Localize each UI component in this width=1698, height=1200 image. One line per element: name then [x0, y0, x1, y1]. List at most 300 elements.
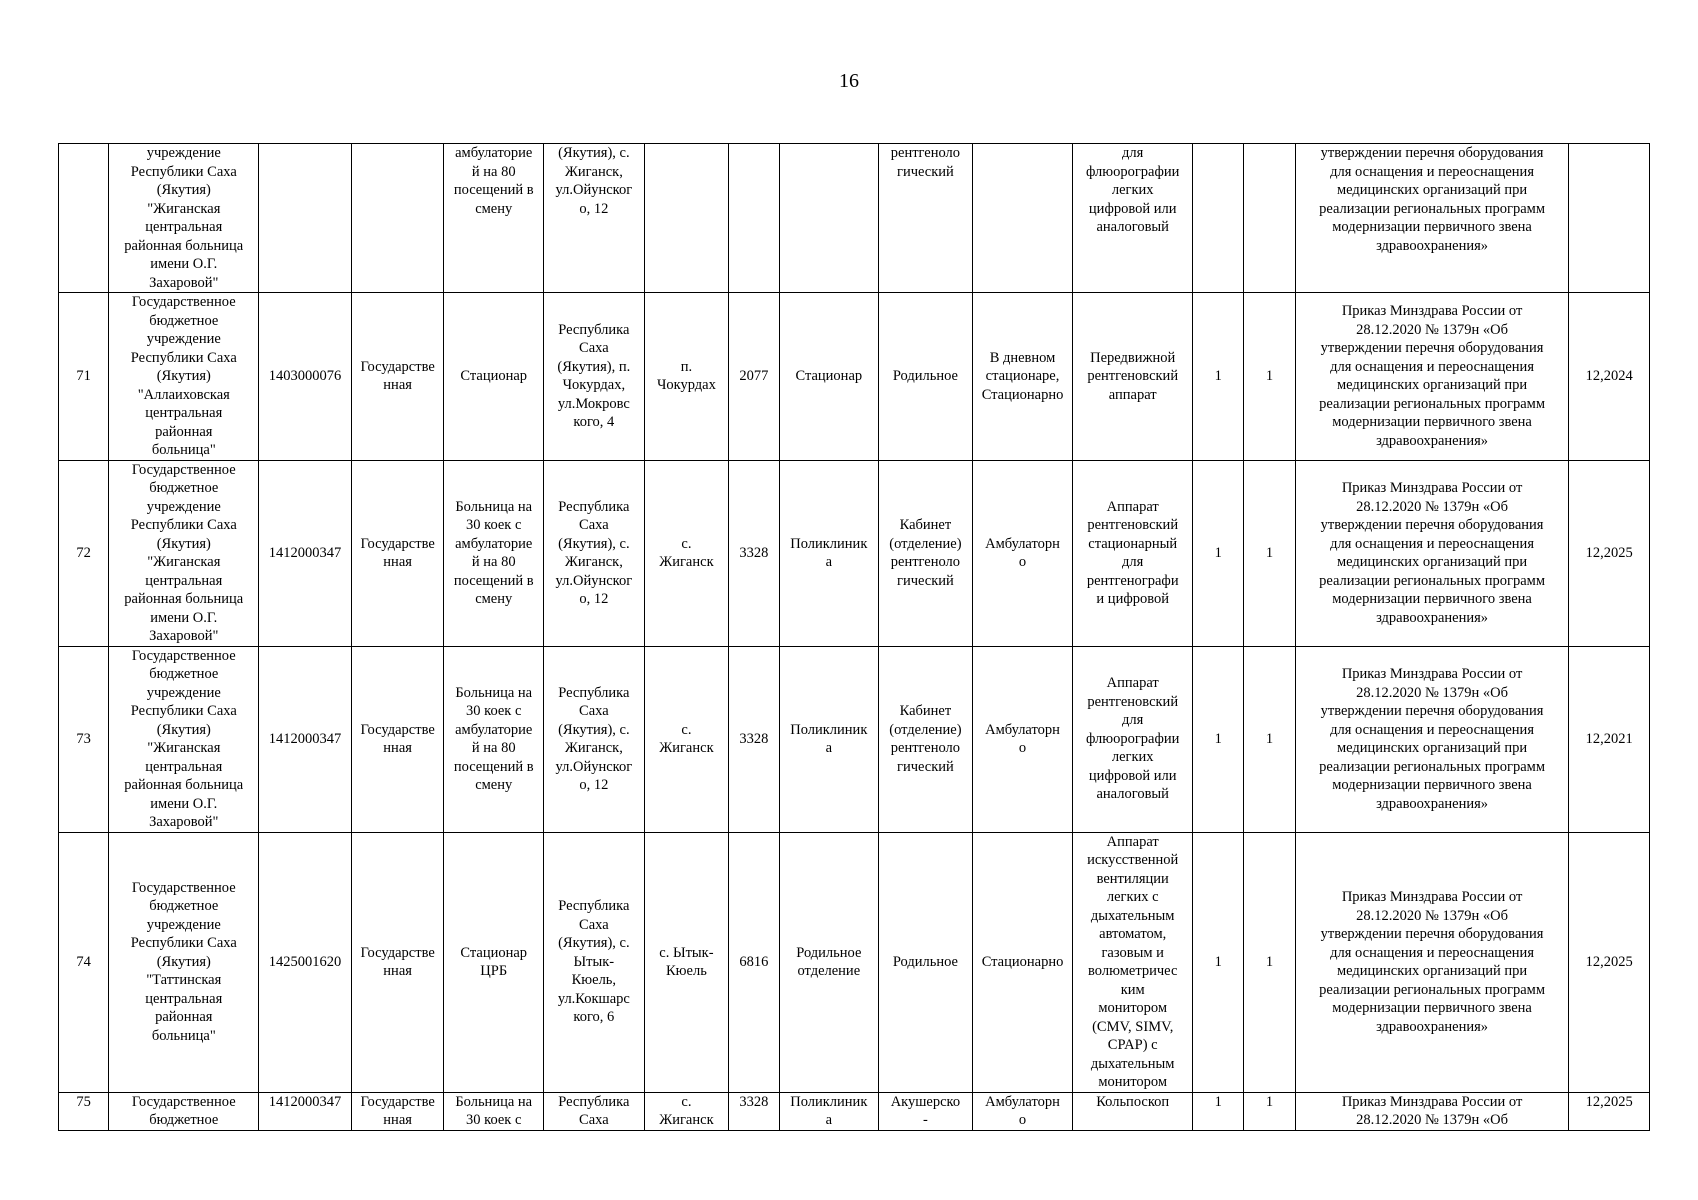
- cell-line: нная: [383, 1112, 412, 1128]
- cell-line: 30 коек с: [466, 517, 522, 533]
- cell-population: [729, 832, 779, 1092]
- cell-line: о: [1018, 554, 1027, 570]
- cell-line: учреждение: [146, 916, 221, 933]
- cell-line: Родильное: [796, 944, 862, 961]
- cell-line: Приказ Минздрава России от: [1341, 666, 1523, 682]
- cell-line: й на 80: [471, 163, 516, 180]
- cell-line: Республики Саха: [130, 703, 237, 719]
- cell-line: медицинских организаций при: [1336, 377, 1528, 394]
- cell-line: Аппарат: [1106, 833, 1159, 850]
- cell-line: Государственное: [131, 294, 236, 310]
- cell-equipment: [1073, 144, 1193, 293]
- cell-line: амбулаторие: [455, 721, 533, 738]
- cell-quantity-1: [1193, 646, 1244, 832]
- cell-facility-type: [444, 144, 544, 293]
- cell-value: 75: [76, 1093, 91, 1110]
- cell-division: [779, 646, 879, 832]
- cell-line: цифровой или: [1088, 767, 1177, 784]
- cell-line: рентгеновский: [1087, 368, 1179, 384]
- cell-line: Поликлиник: [790, 721, 868, 738]
- cell-value: 12,2025: [1585, 544, 1633, 561]
- cell-line: для: [1122, 145, 1144, 161]
- cell-line: реализации региональных программ: [1319, 200, 1546, 217]
- cell-line: медицинских организаций при: [1336, 963, 1528, 979]
- cell-line: -: [922, 1112, 928, 1128]
- cell-line: медицинских организаций при: [1336, 554, 1528, 570]
- cell-organization: [109, 293, 259, 461]
- cell-line: гический: [897, 163, 954, 180]
- cell-line: реализации региональных программ: [1319, 758, 1546, 775]
- cell-population: [729, 646, 779, 832]
- cell-line: Саха: [579, 340, 609, 357]
- cell-line: гический: [897, 758, 954, 775]
- cell-line: районная больница: [124, 237, 244, 254]
- cell-care-conditions: [972, 460, 1073, 646]
- cell-line: медицинских организаций при: [1336, 740, 1528, 756]
- cell-organization: [109, 832, 259, 1092]
- cell-line: центральная: [145, 990, 223, 1007]
- cell-line: Жиганск,: [564, 740, 623, 756]
- cell-quantity-2: [1244, 293, 1295, 461]
- cell-organization: [109, 646, 259, 832]
- cell-line: Больница на: [455, 684, 533, 701]
- cell-value: 12,2024: [1585, 368, 1633, 384]
- cell-quantity-2: [1244, 646, 1295, 832]
- cell-value: 1412000347: [268, 730, 342, 747]
- cell-value: 74: [76, 953, 91, 970]
- cell-value: 1: [1265, 544, 1274, 561]
- cell-line: Республика: [558, 898, 630, 915]
- cell-line: для оснащения и переоснащения: [1330, 721, 1534, 738]
- cell-quantity-2: [1244, 832, 1295, 1092]
- cell-line: "Жиганская: [147, 554, 221, 570]
- cell-value: 1: [1214, 730, 1222, 747]
- cell-settlement: [644, 144, 729, 293]
- cell-line: Приказ Минздрава России от: [1341, 303, 1523, 320]
- cell-line: нная: [383, 554, 412, 570]
- cell-division: [779, 144, 879, 293]
- cell-inn: [259, 832, 352, 1092]
- cell-value: 3328: [739, 544, 769, 561]
- cell-care-conditions: [972, 832, 1073, 1092]
- cell-line: вентиляции: [1096, 870, 1169, 887]
- cell-line: волюметричес: [1088, 963, 1178, 979]
- cell-line: бюджетное: [149, 312, 219, 329]
- cell-address: [544, 1092, 645, 1130]
- cell-line: отделение: [797, 963, 861, 979]
- cell-line: 28.12.2020 № 1379н «Об: [1356, 1112, 1508, 1128]
- cell-legal-basis: [1295, 832, 1569, 1092]
- cell-line: Жиганск,: [564, 163, 623, 180]
- cell-row-number: [59, 460, 109, 646]
- cell-care-conditions: [972, 293, 1073, 461]
- cell-line: модернизации первичного звена: [1332, 777, 1532, 793]
- cell-line: здравоохранения»: [1376, 1018, 1489, 1035]
- cell-equipment: [1073, 460, 1193, 646]
- cell-line: Стационарно: [981, 386, 1064, 403]
- cell-line: Государстве: [360, 721, 435, 738]
- cell-line: Приказ Минздрава России от: [1341, 1093, 1523, 1110]
- cell-line: Захаровой": [149, 814, 219, 830]
- cell-department: [879, 144, 973, 293]
- cell-line: "Аллаиховская: [137, 386, 230, 403]
- cell-line: нная: [383, 377, 412, 394]
- cell-care-conditions: [972, 144, 1073, 293]
- equipment-table: [58, 143, 1650, 1131]
- cell-line: ул.Кокшарс: [557, 990, 630, 1007]
- cell-line: о, 12: [579, 200, 609, 217]
- page-number: 16: [839, 70, 859, 92]
- cell-line: для оснащения и переоснащения: [1330, 163, 1534, 180]
- cell-line: Жиганск: [659, 554, 714, 570]
- cell-line: Акушерско: [890, 1093, 961, 1110]
- cell-population: [729, 1092, 779, 1130]
- cell-line: ким: [1120, 981, 1145, 998]
- cell-line: реализации региональных программ: [1319, 572, 1546, 589]
- cell-line: ул.Ойунског: [555, 758, 633, 775]
- cell-line: Кюель: [666, 963, 707, 979]
- cell-line: Республики Саха: [130, 349, 237, 366]
- table-row: [59, 832, 1650, 1092]
- cell-line: учреждение: [146, 145, 221, 161]
- cell-line: автоматом,: [1099, 926, 1167, 942]
- cell-facility-type: [444, 646, 544, 832]
- cell-department: [879, 646, 973, 832]
- cell-line: районная: [155, 423, 213, 440]
- cell-line: больница": [151, 1027, 216, 1044]
- cell-line: "Жиганская: [147, 740, 221, 756]
- cell-line: (Якутия), с.: [558, 535, 630, 552]
- cell-department: [879, 1092, 973, 1130]
- cell-line: рентгеновский: [1087, 693, 1179, 710]
- cell-line: Поликлиник: [790, 535, 868, 552]
- cell-line: Амбулаторн: [985, 535, 1060, 552]
- cell-line: модернизации первичного звена: [1332, 219, 1532, 235]
- cell-facility-type: [444, 293, 544, 461]
- cell-division: [779, 293, 879, 461]
- cell-line: флюорографии: [1086, 163, 1180, 180]
- cell-equipment: [1073, 646, 1193, 832]
- cell-line: для оснащения и переоснащения: [1330, 535, 1534, 552]
- cell-value: 1: [1214, 1093, 1222, 1110]
- cell-value: 6816: [739, 953, 769, 970]
- cell-line: Стационар: [795, 368, 863, 384]
- cell-inn: [259, 293, 352, 461]
- cell-line: о, 12: [579, 777, 609, 793]
- cell-date: [1569, 293, 1650, 461]
- cell-line: ул.Ойунског: [555, 572, 633, 589]
- cell-ownership-form: [351, 832, 444, 1092]
- cell-line: флюорографии: [1086, 730, 1180, 747]
- cell-legal-basis: [1295, 646, 1569, 832]
- cell-population: [729, 144, 779, 293]
- cell-line: Стационар: [460, 368, 528, 384]
- cell-line: утверждении перечня оборудования: [1320, 703, 1544, 719]
- cell-line: 30 коек с: [466, 703, 522, 719]
- cell-line: здравоохранения»: [1376, 795, 1489, 812]
- cell-line: (Якутия): [156, 535, 211, 552]
- cell-division: [779, 1092, 879, 1130]
- cell-care-conditions: [972, 1092, 1073, 1130]
- cell-line: (отделение): [889, 535, 962, 552]
- cell-line: Кольпоскоп: [1096, 1093, 1170, 1110]
- cell-line: й на 80: [471, 554, 516, 570]
- cell-address: [544, 293, 645, 461]
- cell-line: нная: [383, 963, 412, 979]
- cell-value: 72: [76, 544, 91, 561]
- cell-line: CPAP) с: [1107, 1037, 1158, 1053]
- cell-line: (отделение): [889, 721, 962, 738]
- cell-line: легких с: [1106, 889, 1159, 905]
- cell-line: 28.12.2020 № 1379н «Об: [1356, 907, 1508, 924]
- cell-line: (Якутия), с.: [558, 935, 630, 952]
- cell-line: ул.Мокровс: [557, 395, 630, 412]
- cell-address: [544, 832, 645, 1092]
- cell-line: монитором: [1098, 1074, 1168, 1090]
- cell-quantity-1: [1193, 832, 1244, 1092]
- cell-address: [544, 646, 645, 832]
- cell-line: Больница на: [455, 1093, 533, 1110]
- cell-department: [879, 832, 973, 1092]
- cell-line: дыхательным: [1090, 907, 1175, 924]
- cell-line: Республика: [558, 498, 630, 515]
- cell-line: Республика: [558, 321, 630, 338]
- cell-line: бюджетное: [149, 1112, 219, 1128]
- cell-line: аналоговый: [1096, 219, 1169, 235]
- cell-line: имени О.Г.: [150, 795, 218, 812]
- cell-legal-basis: [1295, 1092, 1569, 1130]
- cell-inn: [259, 646, 352, 832]
- cell-line: посещений в: [453, 182, 534, 198]
- cell-line: амбулаторие: [455, 535, 533, 552]
- table-row: [59, 144, 1650, 293]
- cell-value: 1: [1265, 368, 1274, 384]
- cell-line: Амбулаторн: [985, 721, 1060, 738]
- cell-line: районная больница: [124, 777, 244, 793]
- cell-line: для оснащения и переоснащения: [1330, 944, 1534, 961]
- cell-line: учреждение: [146, 331, 221, 347]
- cell-line: о, 12: [579, 591, 609, 607]
- cell-ownership-form: [351, 1092, 444, 1130]
- cell-line: Государственное: [131, 879, 236, 896]
- cell-line: газовым и: [1101, 944, 1164, 961]
- cell-line: утверждении перечня оборудования: [1320, 145, 1544, 161]
- cell-line: Больница на: [455, 498, 533, 515]
- cell-line: о: [1018, 740, 1027, 756]
- cell-line: с.: [681, 1093, 692, 1110]
- cell-line: а: [825, 740, 833, 756]
- cell-quantity-1: [1193, 144, 1244, 293]
- cell-line: для оснащения и переоснащения: [1330, 358, 1534, 375]
- cell-organization: [109, 1092, 259, 1130]
- cell-row-number: [59, 1092, 109, 1130]
- cell-line: Государственное: [131, 1093, 236, 1110]
- cell-line: реализации региональных программ: [1319, 395, 1546, 412]
- cell-line: утверждении перечня оборудования: [1320, 517, 1544, 533]
- cell-line: модернизации первичного звена: [1332, 414, 1532, 431]
- cell-date: [1569, 460, 1650, 646]
- cell-date: [1569, 646, 1650, 832]
- cell-settlement: [644, 460, 729, 646]
- cell-line: утверждении перечня оборудования: [1320, 340, 1544, 357]
- cell-date: [1569, 144, 1650, 293]
- cell-equipment: [1073, 832, 1193, 1092]
- cell-line: Жиганск: [659, 1112, 714, 1128]
- cell-line: Приказ Минздрава России от: [1341, 480, 1523, 496]
- cell-line: Саха: [579, 703, 609, 719]
- cell-line: й на 80: [471, 740, 516, 756]
- cell-division: [779, 832, 879, 1092]
- cell-line: искусственной: [1087, 852, 1179, 868]
- cell-line: (Якутия): [156, 721, 211, 738]
- cell-line: 28.12.2020 № 1379н «Об: [1356, 684, 1508, 701]
- cell-ownership-form: [351, 646, 444, 832]
- cell-value: 12,2021: [1585, 730, 1633, 747]
- cell-line: кого, 4: [573, 414, 615, 431]
- cell-line: смену: [475, 200, 513, 217]
- cell-line: а: [825, 1112, 833, 1128]
- table-row: [59, 1092, 1650, 1130]
- cell-line: а: [825, 554, 833, 570]
- cell-value: 1412000347: [268, 1093, 342, 1110]
- cell-line: бюджетное: [149, 666, 219, 682]
- cell-quantity-2: [1244, 460, 1295, 646]
- cell-line: бюджетное: [149, 480, 219, 496]
- cell-line: ул.Ойунског: [555, 182, 633, 198]
- cell-inn: [259, 460, 352, 646]
- cell-department: [879, 293, 973, 461]
- cell-legal-basis: [1295, 293, 1569, 461]
- cell-line: смену: [475, 777, 513, 793]
- cell-line: цифровой или: [1088, 200, 1177, 217]
- cell-line: центральная: [145, 758, 223, 775]
- cell-row-number: [59, 144, 109, 293]
- cell-value: 73: [76, 730, 91, 747]
- cell-line: для: [1122, 712, 1144, 729]
- cell-line: центральная: [145, 405, 223, 421]
- cell-value: 1: [1214, 544, 1222, 561]
- cell-value: 12,2025: [1585, 953, 1633, 970]
- cell-line: Приказ Минздрава России от: [1341, 889, 1523, 905]
- cell-line: дыхательным: [1090, 1055, 1175, 1072]
- cell-inn: [259, 1092, 352, 1130]
- cell-line: центральная: [145, 219, 223, 235]
- cell-settlement: [644, 646, 729, 832]
- cell-line: посещений в: [453, 572, 534, 589]
- cell-line: Республика: [558, 684, 630, 701]
- cell-line: Саха: [579, 1112, 609, 1128]
- cell-line: (CMV, SIMV,: [1092, 1018, 1174, 1035]
- cell-line: Государственное: [131, 461, 236, 478]
- cell-date: [1569, 1092, 1650, 1130]
- cell-line: здравоохранения»: [1376, 609, 1489, 626]
- cell-value: 1: [1265, 730, 1274, 747]
- cell-population: [729, 460, 779, 646]
- cell-line: 28.12.2020 № 1379н «Об: [1356, 321, 1508, 338]
- cell-value: 3328: [739, 730, 769, 747]
- cell-line: учреждение: [146, 498, 221, 515]
- cell-department: [879, 460, 973, 646]
- cell-address: [544, 144, 645, 293]
- cell-line: с. Ытык-: [659, 944, 714, 961]
- cell-line: Захаровой": [149, 274, 219, 291]
- cell-line: рентгеноло: [890, 554, 961, 570]
- cell-line: Саха: [579, 517, 609, 533]
- cell-line: реализации региональных программ: [1319, 981, 1546, 998]
- cell-line: Кабинет: [899, 703, 952, 719]
- cell-quantity-1: [1193, 293, 1244, 461]
- cell-line: гический: [897, 572, 954, 589]
- cell-line: медицинских организаций при: [1336, 182, 1528, 198]
- cell-line: Саха: [579, 916, 609, 933]
- cell-line: Жиганск: [659, 740, 714, 756]
- cell-ownership-form: [351, 293, 444, 461]
- cell-value: 71: [76, 368, 91, 384]
- cell-division: [779, 460, 879, 646]
- cell-line: Государстве: [360, 1093, 435, 1110]
- cell-line: Передвижной: [1090, 349, 1176, 366]
- cell-row-number: [59, 646, 109, 832]
- cell-line: районная больница: [124, 591, 244, 607]
- cell-value: 1: [1265, 1093, 1274, 1110]
- cell-organization: [109, 460, 259, 646]
- cell-line: Чокурдах: [656, 377, 716, 394]
- cell-line: рентгеновский: [1087, 517, 1179, 533]
- cell-line: (Якутия), с.: [558, 721, 630, 738]
- cell-line: "Жиганская: [147, 200, 221, 217]
- cell-line: для: [1122, 554, 1144, 570]
- cell-line: имени О.Г.: [150, 609, 218, 626]
- cell-line: утверждении перечня оборудования: [1320, 926, 1544, 942]
- cell-line: и цифровой: [1096, 591, 1169, 607]
- cell-legal-basis: [1295, 460, 1569, 646]
- cell-line: Ытык-: [573, 953, 615, 970]
- cell-line: легких: [1111, 749, 1154, 766]
- cell-care-conditions: [972, 646, 1073, 832]
- cell-value: 1425001620: [268, 953, 342, 970]
- cell-line: (Якутия): [156, 182, 211, 198]
- cell-line: больница": [151, 442, 216, 458]
- cell-settlement: [644, 293, 729, 461]
- cell-line: бюджетное: [149, 898, 219, 915]
- cell-equipment: [1073, 1092, 1193, 1130]
- cell-row-number: [59, 832, 109, 1092]
- table-row: [59, 293, 1650, 461]
- cell-quantity-2: [1244, 144, 1295, 293]
- cell-inn: [259, 144, 352, 293]
- cell-settlement: [644, 832, 729, 1092]
- cell-row-number: [59, 293, 109, 461]
- cell-line: Стационар: [460, 944, 528, 961]
- cell-line: Чокурдах,: [562, 377, 626, 394]
- cell-line: здравоохранения»: [1376, 432, 1489, 449]
- cell-date: [1569, 832, 1650, 1092]
- cell-line: центральная: [145, 572, 223, 589]
- cell-value: 1: [1265, 953, 1274, 970]
- cell-line: с.: [681, 535, 692, 552]
- cell-line: Захаровой": [149, 628, 219, 644]
- cell-line: Кюель,: [571, 972, 617, 989]
- cell-line: Государстве: [360, 944, 435, 961]
- cell-line: "Таттинская: [146, 972, 222, 989]
- cell-value: 1: [1214, 953, 1222, 970]
- cell-line: о: [1018, 1112, 1027, 1128]
- cell-line: Государстве: [360, 358, 435, 375]
- cell-line: Кабинет: [899, 517, 952, 533]
- cell-line: имени О.Г.: [150, 256, 218, 272]
- cell-facility-type: [444, 832, 544, 1092]
- cell-line: рентгенографи: [1086, 572, 1179, 589]
